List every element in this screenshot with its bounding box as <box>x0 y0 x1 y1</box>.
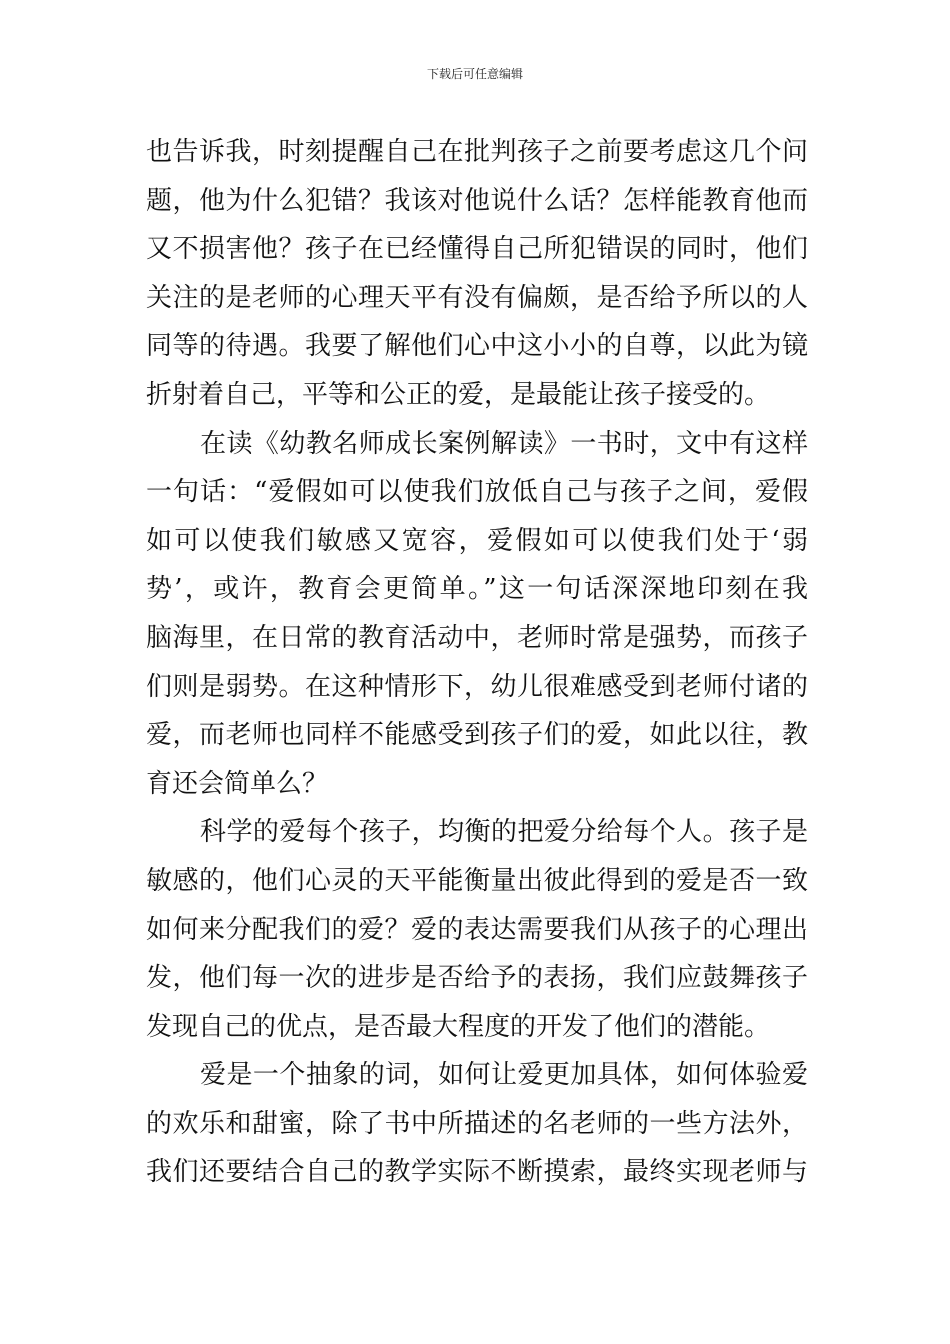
text-line: 也告诉我，时刻提醒自己在批判孩子之前要考虑这几个问 <box>146 137 808 167</box>
text-line: 脑海里，在日常的教育活动中，老师时常是强势，而孩子 <box>146 622 808 653</box>
text-line: 同等的待遇。我要了解他们心中这小小的自尊，以此为镜 <box>146 331 808 362</box>
text-line: 发，他们每一次的进步是否给予的表扬，我们应鼓舞孩子 <box>146 963 808 994</box>
text-line: 又不损害他？孩子在已经懂得自己所犯错误的同时，他们 <box>146 234 808 265</box>
text-line: 关注的是老师的心理天平有没有偏颇，是否给予所以的人 <box>146 282 808 313</box>
text-line: 爱，而老师也同样不能感受到孩子们的爱，如此以往，教 <box>146 720 808 751</box>
text-line: 如何来分配我们的爱？爱的表达需要我们从孩子的心理出 <box>146 914 808 945</box>
text-line: 育还会简单么？ <box>146 768 329 799</box>
text-line: 们则是弱势。在这种情形下，幼儿很难感受到老师付诸的 <box>146 671 808 702</box>
text-line: 科学的爱每个孩子，均衡的把爱分给每个人。孩子是 <box>200 817 808 848</box>
text-line: 如可以使我们敏感又宽容，爱假如可以使我们处于‘弱 <box>146 525 808 556</box>
text-line: 我们还要结合自己的教学实际不断摸索，最终实现老师与 <box>146 1157 808 1188</box>
text-line: 题，他为什么犯错？我该对他说什么话？怎样能教育他而 <box>146 185 808 216</box>
text-line: 敏感的，他们心灵的天平能衡量出彼此得到的爱是否一致 <box>146 865 808 896</box>
text-line: 的欢乐和甜蜜，除了书中所描述的名老师的一些方法外， <box>146 1108 808 1139</box>
text-line: 发现自己的优点，是否最大程度的开发了他们的潜能。 <box>146 1011 771 1042</box>
body-text <box>146 128 808 1197</box>
text-line: 势’，或许，教育会更简单。”这一句话深深地印刻在我 <box>146 574 808 605</box>
text-line: 一句话：“爱假如可以使我们放低自己与孩子之间，爱假 <box>146 477 808 508</box>
page-header: 下载后可任意编辑 <box>426 67 523 81</box>
text-line: 爱是一个抽象的词，如何让爱更加具体，如何体验爱 <box>200 1060 808 1091</box>
text-line: 在读《幼教名师成长案例解读》一书时，文中有这样 <box>200 428 808 459</box>
text-line: 折射着自己，平等和公正的爱，是最能让孩子接受的。 <box>146 379 771 410</box>
